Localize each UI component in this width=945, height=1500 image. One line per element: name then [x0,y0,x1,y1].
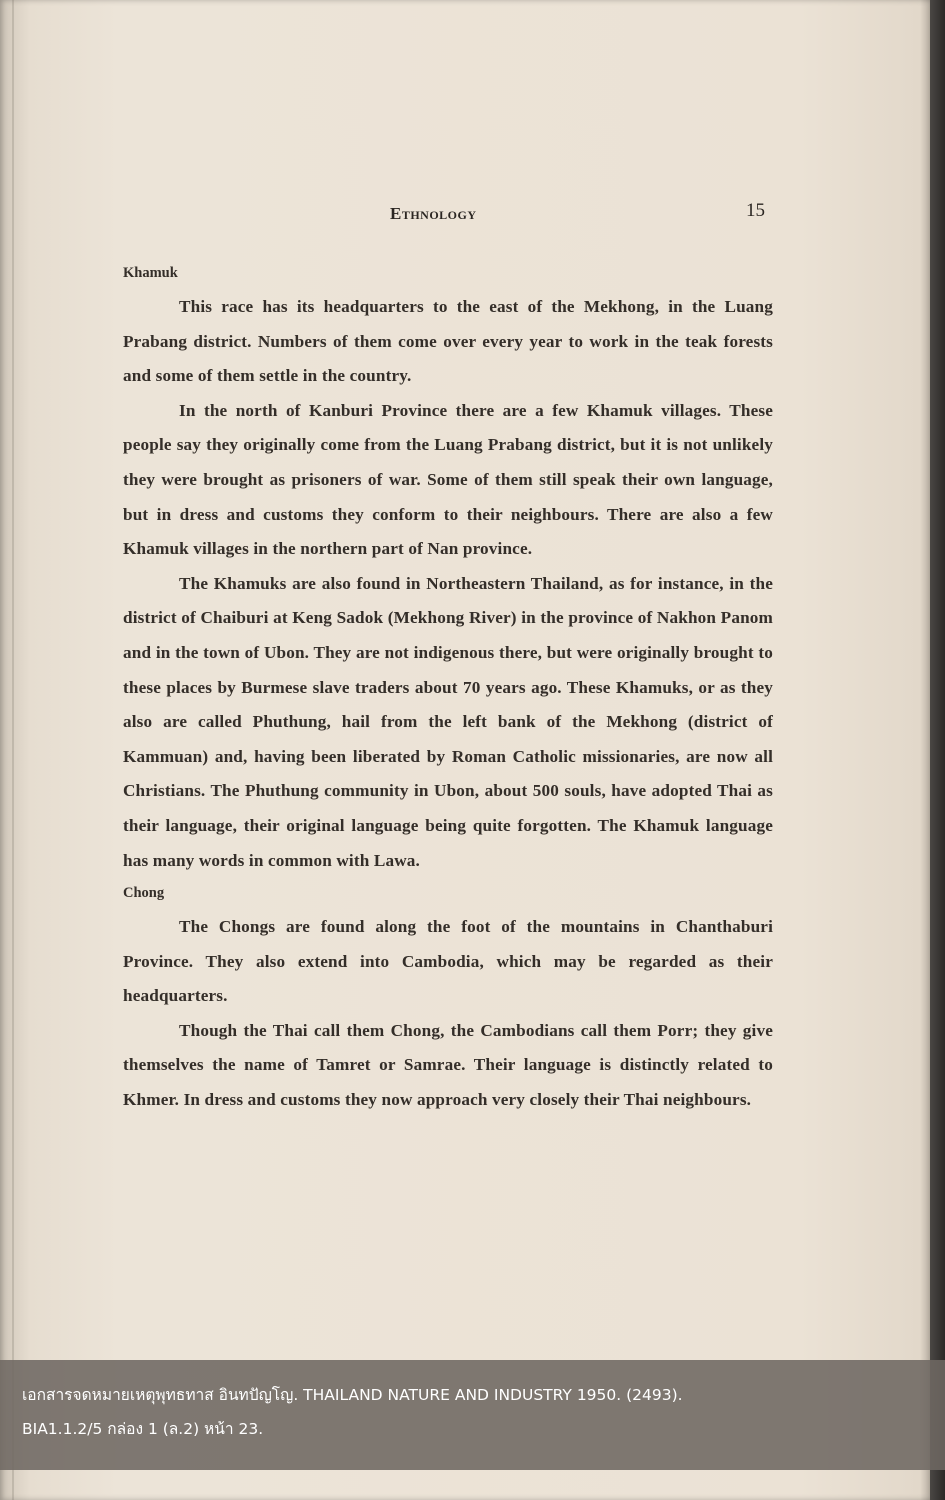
paragraph: This race has its headquarters to the east of the Mekhong, in the Luang Prabang district. Numbers of them come over every year to work in the teak forests and some of them settle in the country. [123,297,773,386]
caption-line-1: เอกสารจดหมายเหตุพุทธทาส อินทปัญโญ. THAILAND NATURE AND INDUSTRY 1950. (2493). [22,1386,683,1404]
paragraph: In the north of Kanburi Province there are a few Khamuk villages. These people say they originally come from the Luang Prabang district, but it is not unlikely they were brought as prisoners of war. Some of them still speak their own language, but in dress and customs they conform to their neighbours. There are also a few Khamuk villages in the northern part of Nan province. [123,400,773,559]
paragraph: The Chongs are found along the foot of the mountains in Chanthaburi Province. They also extend into Cambodia, which may be regarded as their headquarters. [123,917,773,1006]
archive-caption [0,1360,945,1470]
running-title: Ethnology [390,204,477,223]
running-head [125,200,765,230]
paragraph: The Khamuks are also found in Northeastern Thailand, as for instance, in the district of Chaiburi at Keng Sadok (Mekhong River) in the province of Nakhon Panom and in the town of Ubon. They are not indigenous there, but were originally brought to these places by Burmese slave traders about 70 years ago. These Khamuks, or as they also are called Phuthung, hail from the left bank of the Mekhong (district of Kammuan) and, having been liberated by Roman Catholic missionaries, are now all Christians. The Phuthung community in Ubon, about 500 souls, have adopted Thai as their language, their original language being quite forgotten. The Khamuk language has many words in common with Lawa. [123,573,773,870]
section-heading-khamuk: Khamuk [123,265,178,281]
paragraph: Though the Thai call them Chong, the Cambodians call them Porr; they give themselves the name of Tamret or Samrae. Their language is distinctly related to Khmer. In dress and customs they now approach very closely their Thai neighbours. [123,1020,773,1110]
section-heading-chong: Chong [123,885,165,902]
page-edge-shadow [930,0,945,1500]
caption-line-2: BIA1.1.2/5 กล่อง 1 (ล.2) หน้า 23. [22,1420,264,1438]
binding-gutter [12,0,14,1500]
page-number: 15 [746,200,765,221]
page-body [123,262,773,1118]
